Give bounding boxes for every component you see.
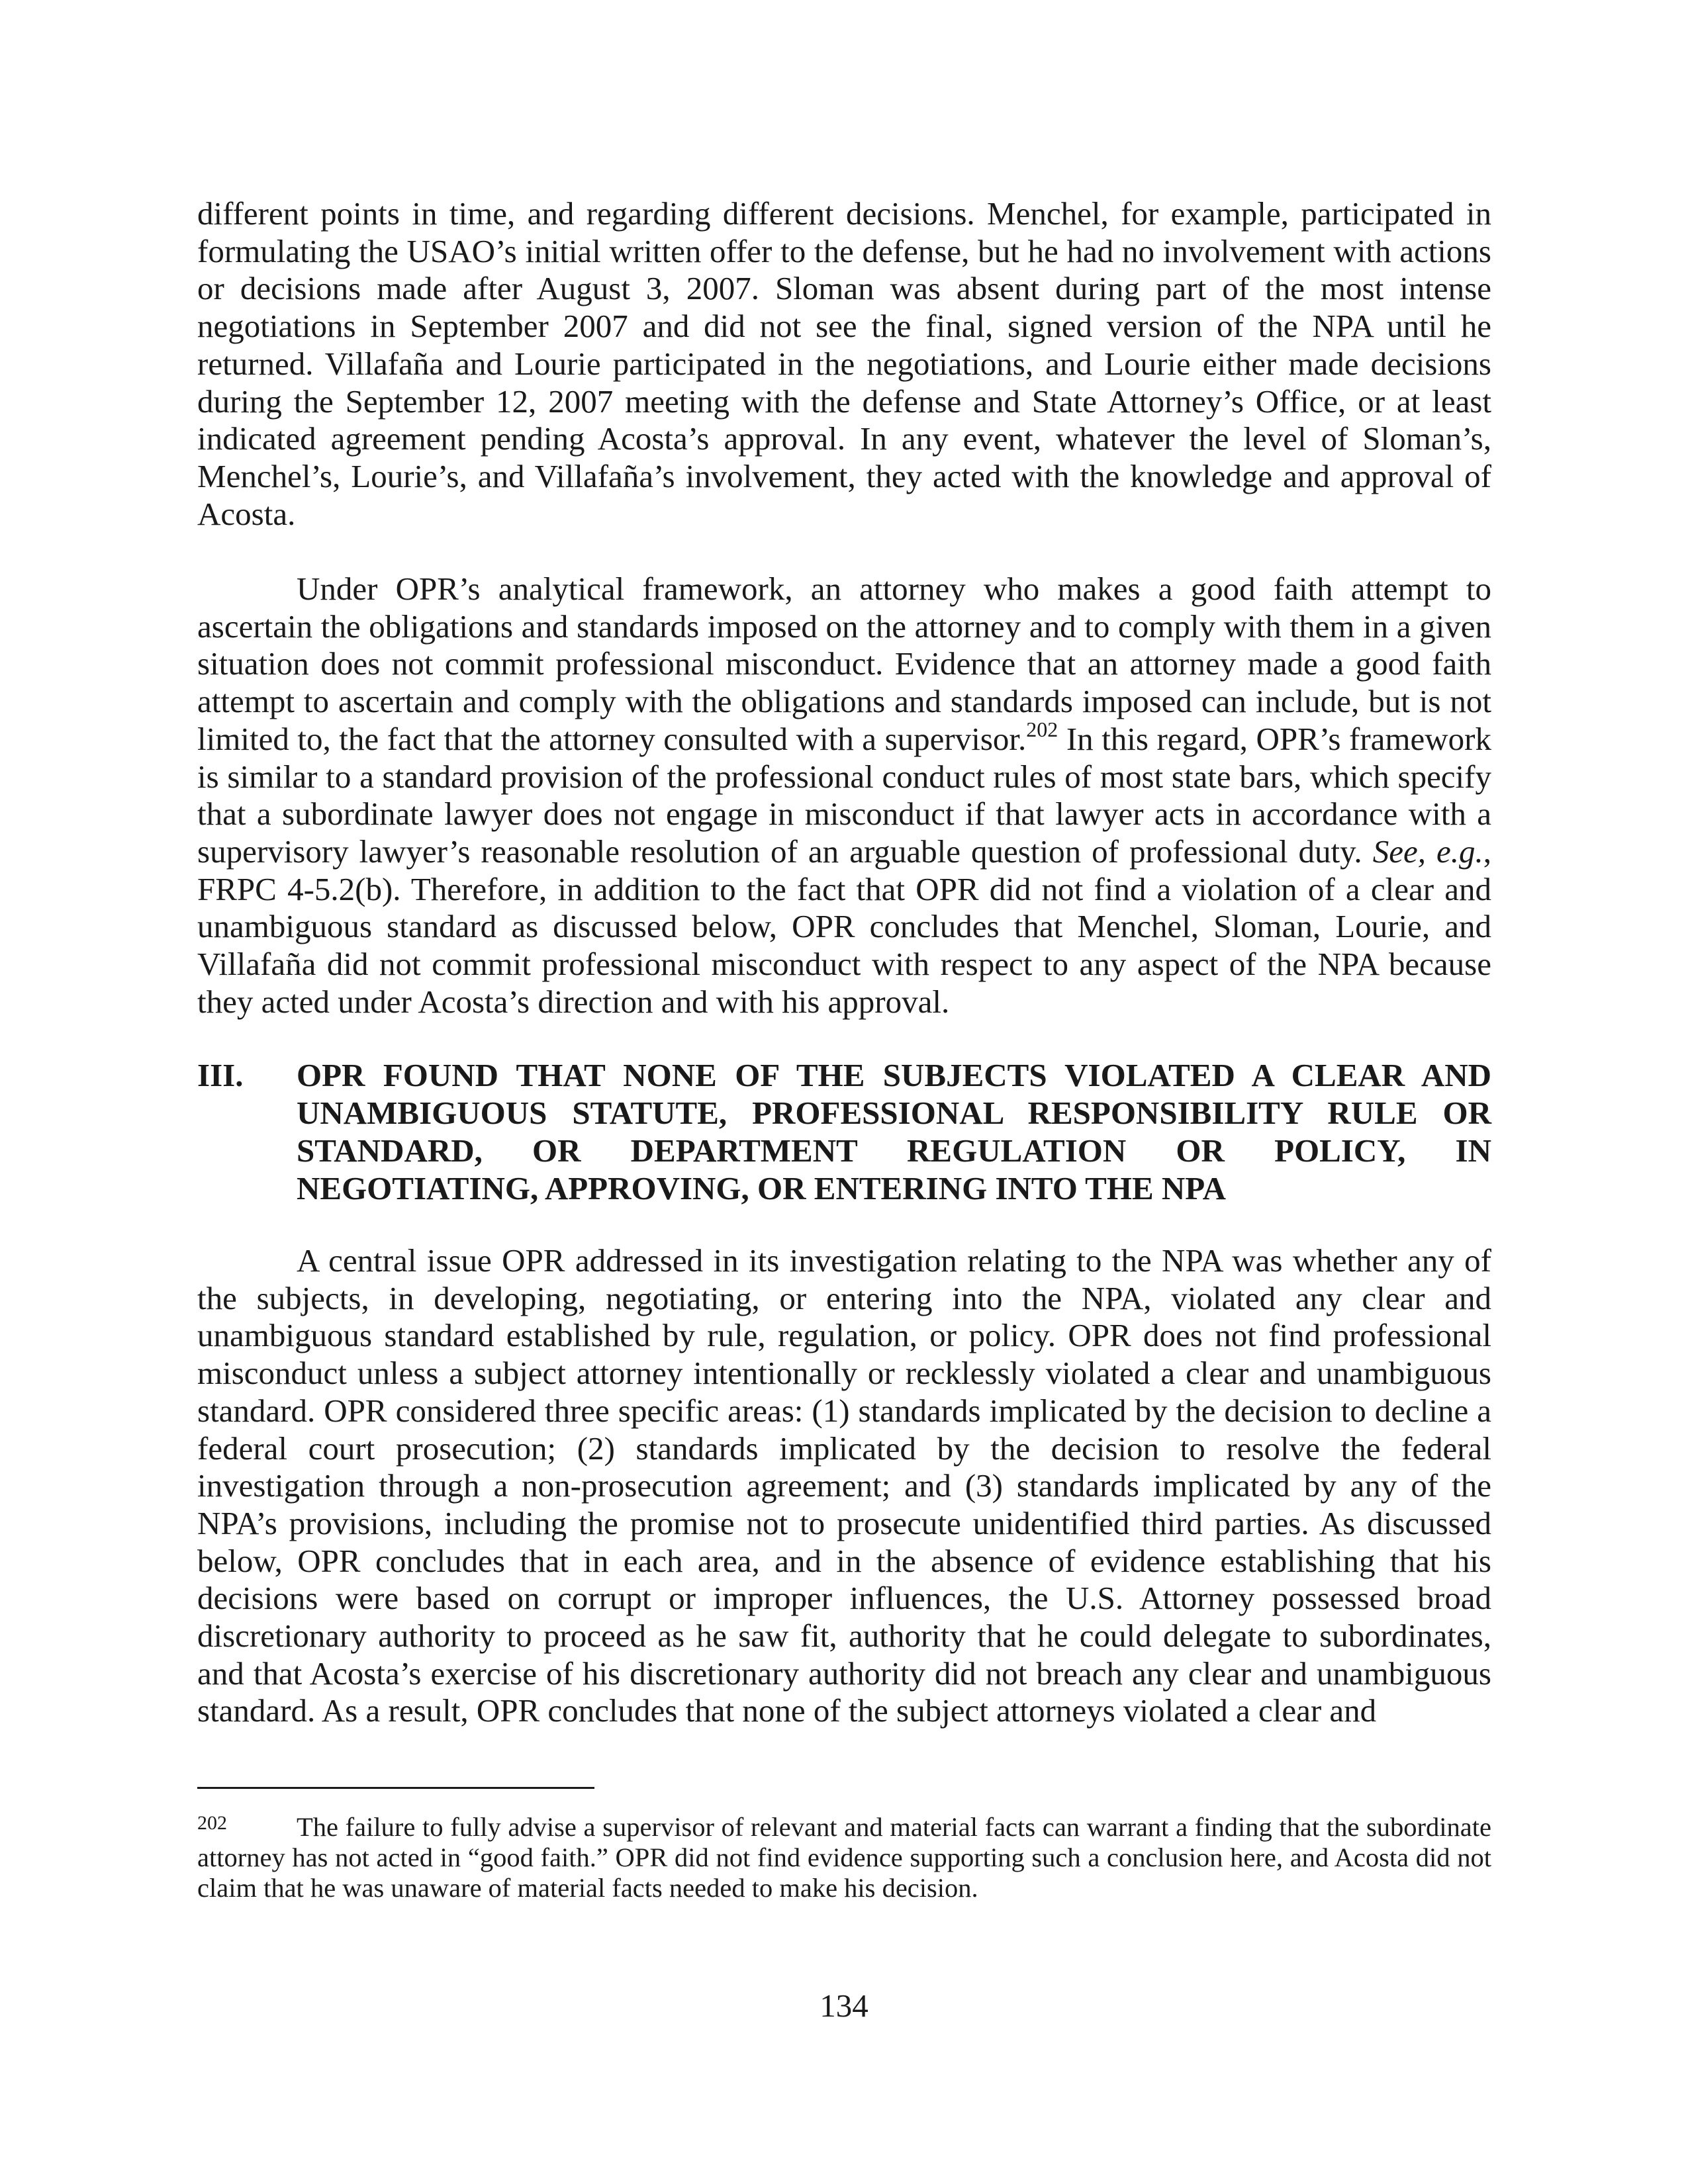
footnote-text: The failure to fully advise a supervisor of relevant and material facts can warrant a finding that the subordinate attorney has not acted in “good faith.” OPR did not find evidence supporting such a conclusion here, and Acosta did not claim that he was unaware of material facts needed to make his decision. [197,1812,1491,1903]
citation-signal: See, e.g. [1372,833,1483,870]
section-number: III. [197,1057,244,1093]
paragraph-2-text-a: Under OPR’s analytical framework, an attorney who makes a good faith attempt to ascertain the obligations and standards imposed on the attorney and to comply with them in a given situation does not commit professional misconduct. Evidence that an attorney made a good faith attempt to ascertain and comply with the obligations and standards imposed can include, but is not limited to, the fact that the attorney consulted with a supervisor. [197,570,1491,757]
body-paragraph-1: different points in time, and regarding different decisions. Menchel, for example, participated in formulating the USAO’s initial written offer to the defense, but he had no involvement with actions or decisions made after August 3, 2007. Sloman was absent during part of the most intense negotiations in September 2007 and did not see the final, signed version of the NPA until he returned. Villafaña and Lourie participated in the negotiations, and Lourie either made decisions during the September 12, 2007 meeting with the defense and State Attorney’s Office, or at least indicated agreement pending Acosta’s approval. In any event, whatever the level of Sloman’s, Menchel’s, Lourie’s, and Villafaña’s involvement, they acted with the knowledge and approval of Acosta. [197,195,1491,532]
footnote: 202 The failure to fully advise a supervisor of relevant and material facts can warrant a finding that the subordinate attorney has not acted in “good faith.” OPR did not find evidence supporting such a conclusion here, and Acosta did not claim that he was unaware of material facts needed to make his decision. [197,1812,1491,1903]
section-title: OPR FOUND THAT NONE OF THE SUBJECTS VIOLATED A CLEAR AND UNAMBIGUOUS STATUTE, PROFESSIONAL RESPONSIBILITY RULE OR STANDARD, OR DEPARTMENT REGULATION OR POLICY, IN NEGOTIATING, APPROVING, OR ENTERING INTO THE NPA [297,1057,1491,1206]
paragraph-2-text-c: , FRPC 4-5.2(b). Therefore, in addition to the fact that OPR did not find a violation of a clear and unambiguous standard as discussed below, OPR concludes that Menchel, Sloman, Lourie, and Villafaña did not commit professional misconduct with respect to any aspect of the NPA because they acted under Acosta’s direction and with his approval. [197,833,1491,1020]
footnote-divider [197,1787,594,1789]
body-paragraph-3: A central issue OPR addressed in its investigation relating to the NPA was whether any of the subjects, in developing, negotiating, or entering into the NPA, violated any clear and unambiguous standard established by rule, regulation, or policy. OPR does not find professional misconduct unless a subject attorney intentionally or recklessly violated a clear and unambiguous standard. OPR considered three specific areas: (1) standards implicated by the decision to decline a federal court prosecution; (2) standards implicated by the decision to resolve the federal investigation through a non-prosecution agreement; and (3) standards implicated by any of the NPA’s provisions, including the promise not to prosecute unidentified third parties. As discussed below, OPR concludes that in each area, and in the absence of evidence establishing that his decisions were based on corrupt or improper influences, the U.S. Attorney possessed broad discretionary authority to proceed as he saw fit, authority that he could delegate to subordinates, and that Acosta’s exercise of his discretionary authority did not breach any clear and unambiguous standard. As a result, OPR concludes that none of the subject attorneys violated a clear and [197,1242,1491,1729]
footnote-reference: 202 [1026,717,1058,741]
paragraph-2-text-b: In this regard, OPR’s framework is similar to a standard provision of the professional conduct rules of most state bars, which specify that a subordinate lawyer does not engage in misconduct if that lawyer acts in accordance with a supervisory lawyer’s reasonable resolution of an arguable question of professional duty. [197,720,1491,870]
body-paragraph-2 [197,570,1491,1021]
page-number: 134 [820,1987,868,2024]
section-heading [197,1056,1491,1207]
